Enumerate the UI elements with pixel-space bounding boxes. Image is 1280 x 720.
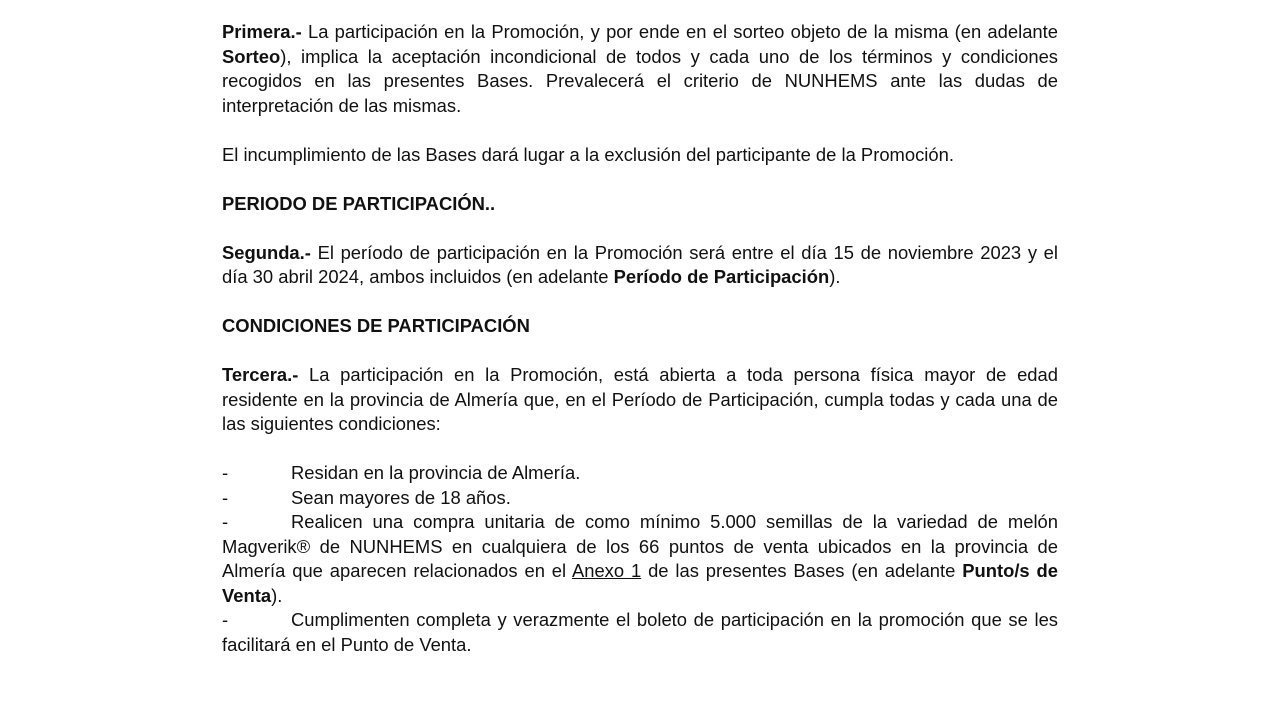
document-page [222,20,1058,657]
clause-text: El período de participación en la Promoción será entre el día 15 de noviembre 2023 y el día 30 abril 2024, ambos incluidos (en adelante [222,241,1058,287]
list-item [222,510,1058,608]
list-item [222,461,1058,486]
defined-term: Período de Participación [613,266,830,287]
clause-text: La participación en la Promoción, y por ende en el sorteo objeto de la misma (en adelante [301,21,1058,42]
clause-primera [222,20,1058,118]
annex-reference: Anexo 1 [571,560,642,581]
clause-text: ). [829,266,841,287]
list-dash: - [222,511,229,532]
list-dash: - [222,609,229,630]
clause-text: La participación en la Promoción, está abierta a toda persona física mayor de edad residente en la provincia de Almería que, en el Período de Participación, cumpla todas y cada una de las siguientes condiciones: [222,364,1058,434]
list-dash: - [222,462,229,483]
clause-segunda [222,241,1058,290]
clause-tercera [222,363,1058,437]
clause-text: ), implica la aceptación incondicional de todos y cada uno de los términos y condiciones recogidos en las presentes Bases. Prevalecerá el criterio de NUNHEMS ante las dudas de interpretación de las mismas. [222,45,1058,116]
list-dash: - [222,486,229,508]
clause-label: Segunda.- [222,241,311,263]
list-item-text: Realicen una compra unitaria de como mínimo 5.000 semillas de la variedad de melón Magverik® de NUNHEMS en cualquiera de los 66 puntos de venta ubicados en la provincia de Almería que aparecen relacionados en el [222,511,1058,581]
exclusion-paragraph: El incumplimiento de las Bases dará lugar a la exclusión del participante de la Promoción. [222,143,954,165]
clause-label: Primera.- [222,21,302,42]
section-heading-period: PERIODO DE PARTICIPACIÓN.. [222,192,496,214]
list-item-text: de las presentes Bases (en adelante [641,560,963,581]
list-item-text: Sean mayores de 18 años. [291,486,511,508]
list-item-text: Cumplimenten completa y verazmente el boleto de participación en la promoción que se les facilitará en el Punto de Venta. [222,609,1058,655]
list-item [222,608,1058,657]
list-item-text: ). [271,584,283,606]
list-item [222,486,1058,511]
defined-term: Sorteo [222,45,281,67]
defined-term: Punto/s de Venta [222,560,1058,606]
section-heading-conditions: CONDICIONES DE PARTICIPACIÓN [222,315,530,336]
list-item-text: Residan en la provincia de Almería. [291,462,581,483]
clause-label: Tercera.- [222,364,299,385]
